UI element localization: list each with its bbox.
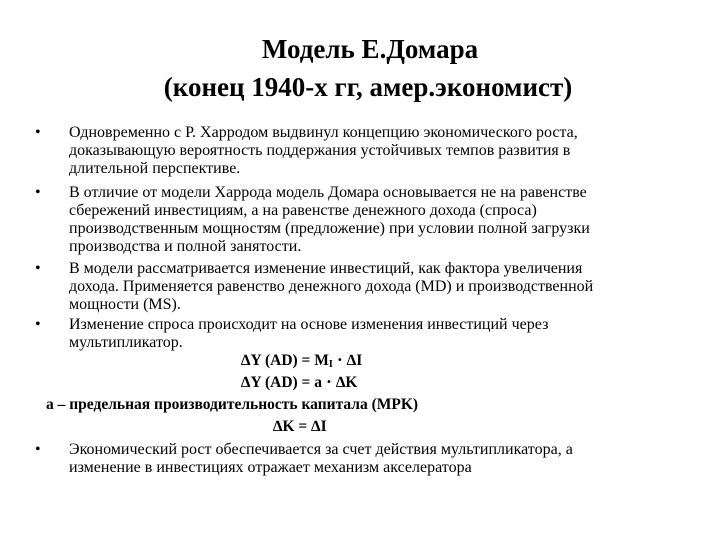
bullet-line: В модели рассматривается изменение инвестиций, как фактора увеличения [69,260,583,277]
bullet-text [69,260,689,314]
bullet-line: Изменение спроса происходит на основе изменения инвестиций через [69,316,549,333]
bullet-line: Одновременно с Р. Харродом выдвинул концепцию экономического роста, [69,124,578,141]
bullet-text [69,441,689,477]
bullet-line: В отличие от модели Харрода модель Домара основывается не на равенстве [69,184,587,201]
bullet-line: производственным мощностям (предложение) при условии полной загрузки [69,220,590,237]
bullet-text [69,124,689,178]
bullet-icon: • [35,260,41,277]
bullet-icon: • [35,441,41,458]
formula-multiplier [241,352,362,374]
bullet-line: мультипликатор. [69,334,183,351]
slide-subtitle: (конец 1940-х гг, амер.экономист) [163,72,573,102]
bullet-line: изменение в инвестициях отражает механизм акселератора [69,459,472,476]
formula-definition: a – предельная производительность капитала (MPK) [46,396,419,413]
bullet-line: доказывающую вероятность поддержания устойчивых темпов развития в [69,142,571,159]
bullet-icon: • [35,124,41,141]
slide-title: Модель Е.Домара [261,34,479,64]
formula-subscript: I [328,359,333,370]
formula-tail: ⋅ ∆I [332,352,363,369]
formula-capital: ∆Y (AD) = a ⋅ ∆K [241,374,358,391]
formula-equality: ∆K = ∆I [273,418,327,435]
bullet-line: дохода. Применяется равенство денежного дохода (MD) и производственной [69,278,594,295]
bullet-line: сбережений инвестициям, а на равенстве денежного дохода (спроса) [69,202,537,219]
bullet-line: длительной перспективе. [69,160,241,177]
bullet-line: Экономический рост обеспечивается за счет действия мультипликатора, а [69,441,573,458]
formula-main: ∆Y (AD) = M [241,352,329,369]
bullet-text [69,316,689,352]
bullet-icon: • [35,184,41,201]
bullet-line: производства и полной занятости. [69,238,302,255]
bullet-line: мощности (MS). [69,296,181,313]
bullet-text [69,184,689,256]
bullet-icon: • [35,316,41,333]
